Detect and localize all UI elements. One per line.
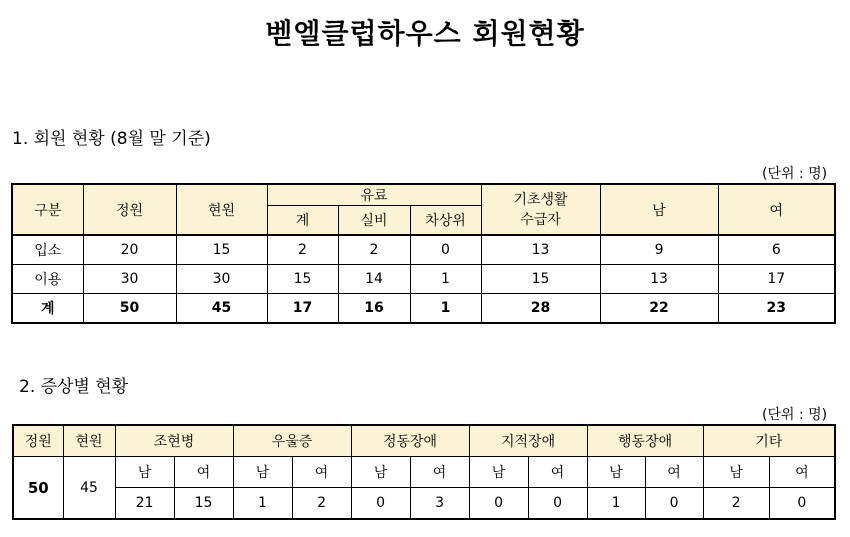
table-cell: 1 — [410, 294, 481, 324]
male-label: 남 — [233, 457, 292, 488]
table-cell: 13 — [481, 235, 600, 265]
table-cell: 2 — [267, 235, 338, 265]
header-capacity: 정원 — [13, 425, 63, 457]
female-label: 여 — [174, 457, 233, 488]
table-cell: 6 — [718, 235, 835, 265]
male-label: 남 — [115, 457, 174, 488]
depression-male: 1 — [233, 488, 292, 520]
table-cell: 30 — [83, 265, 176, 294]
section1-unit: (단위 : 명) — [762, 166, 828, 182]
header-basic-line2: 수급자 — [520, 211, 561, 228]
header-current: 현원 — [63, 425, 115, 457]
row-label: 계 — [12, 294, 83, 324]
header-depression: 우울증 — [233, 425, 351, 457]
header-schizophrenia: 조현병 — [115, 425, 233, 457]
symptom-status-table — [12, 424, 836, 520]
intellectual-disability-female: 0 — [528, 488, 587, 520]
mood-disorder-female: 3 — [410, 488, 469, 520]
depression-female: 2 — [292, 488, 351, 520]
female-label: 여 — [410, 457, 469, 488]
header-category: 구분 — [12, 184, 83, 235]
table-cell: 17 — [718, 265, 835, 294]
header-paid-actual: 실비 — [338, 206, 410, 236]
header-male: 남 — [600, 184, 718, 235]
table-cell: 16 — [338, 294, 410, 324]
section2-heading: 2. 증상별 현황 — [19, 377, 129, 397]
table-cell: 9 — [600, 235, 718, 265]
table-cell: 17 — [267, 294, 338, 324]
schizophrenia-male: 21 — [115, 488, 174, 520]
female-label: 여 — [292, 457, 351, 488]
male-label: 남 — [587, 457, 645, 488]
table-cell: 15 — [176, 235, 267, 265]
table-cell: 0 — [410, 235, 481, 265]
male-label: 남 — [703, 457, 769, 488]
table-cell: 2 — [338, 235, 410, 265]
mood-disorder-male: 0 — [351, 488, 410, 520]
female-label: 여 — [645, 457, 703, 488]
header-behavioral-disorder: 행동장애 — [587, 425, 703, 457]
other-female: 0 — [769, 488, 835, 520]
header-current: 현원 — [176, 184, 267, 235]
table-cell: 1 — [410, 265, 481, 294]
other-male: 2 — [703, 488, 769, 520]
table-cell: 14 — [338, 265, 410, 294]
table-cell: 15 — [267, 265, 338, 294]
row-label: 입소 — [12, 235, 83, 265]
table-cell: 28 — [481, 294, 600, 324]
header-basic-line1: 기초생활 — [513, 191, 568, 208]
section1-heading: 1. 회원 현황 (8월 말 기준) — [12, 129, 211, 149]
schizophrenia-female: 15 — [174, 488, 233, 520]
table-row — [13, 488, 835, 520]
behavioral-disorder-female: 0 — [645, 488, 703, 520]
page-title: 벧엘클럽하우스 회원현황 — [265, 17, 585, 50]
table-row — [12, 235, 835, 265]
male-label: 남 — [469, 457, 528, 488]
female-label: 여 — [528, 457, 587, 488]
header-paid-total: 계 — [267, 206, 338, 236]
header-basic-livelihood — [481, 184, 600, 235]
table-cell: 15 — [481, 265, 600, 294]
member-status-table — [11, 183, 836, 324]
capacity-value: 50 — [13, 457, 63, 520]
male-label: 남 — [351, 457, 410, 488]
table-total-row — [12, 294, 835, 324]
current-value: 45 — [63, 457, 115, 520]
header-paid-near-poverty: 차상위 — [410, 206, 481, 236]
table-cell: 22 — [600, 294, 718, 324]
table-cell: 13 — [600, 265, 718, 294]
table-cell: 45 — [176, 294, 267, 324]
header-female: 여 — [718, 184, 835, 235]
header-mood-disorder: 정동장애 — [351, 425, 469, 457]
row-label: 이용 — [12, 265, 83, 294]
header-paid: 유료 — [267, 184, 481, 206]
female-label: 여 — [769, 457, 835, 488]
section2-unit: (단위 : 명) — [762, 407, 828, 423]
table-row — [12, 265, 835, 294]
table-cell: 20 — [83, 235, 176, 265]
table-cell: 30 — [176, 265, 267, 294]
behavioral-disorder-male: 1 — [587, 488, 645, 520]
header-other: 기타 — [703, 425, 835, 457]
table-cell: 50 — [83, 294, 176, 324]
header-intellectual-disability: 지적장애 — [469, 425, 587, 457]
table-cell: 23 — [718, 294, 835, 324]
intellectual-disability-male: 0 — [469, 488, 528, 520]
header-capacity: 정원 — [83, 184, 176, 235]
